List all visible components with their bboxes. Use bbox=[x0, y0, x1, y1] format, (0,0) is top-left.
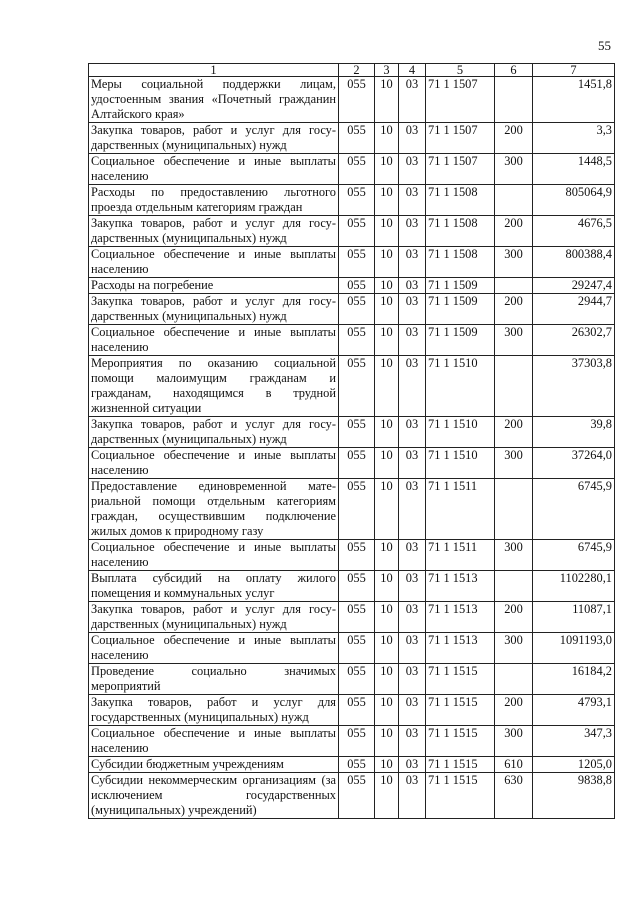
row-code-section: 10 bbox=[375, 757, 399, 773]
table-row bbox=[89, 695, 615, 726]
table-row bbox=[89, 479, 615, 540]
row-name: Субсидии некоммерческим организациям (за исключением государственных (муниципальных) учреждений) bbox=[89, 773, 339, 819]
table-row bbox=[89, 757, 615, 773]
row-amount: 1102280,1 bbox=[533, 571, 615, 602]
row-code-target: 71 1 1509 bbox=[426, 294, 495, 325]
row-code-admin: 055 bbox=[339, 325, 375, 356]
row-code-target: 71 1 1513 bbox=[426, 633, 495, 664]
row-code-admin: 055 bbox=[339, 448, 375, 479]
row-code-admin: 055 bbox=[339, 417, 375, 448]
row-amount: 347,3 bbox=[533, 726, 615, 757]
table-row bbox=[89, 294, 615, 325]
row-code-expense-type bbox=[495, 479, 533, 540]
row-code-subsection: 03 bbox=[399, 695, 426, 726]
row-amount: 37264,0 bbox=[533, 448, 615, 479]
row-code-subsection: 03 bbox=[399, 278, 426, 294]
row-name: Социальное обеспечение и иные выплаты населению bbox=[89, 448, 339, 479]
row-code-target: 71 1 1515 bbox=[426, 757, 495, 773]
row-code-section: 10 bbox=[375, 278, 399, 294]
row-amount: 16184,2 bbox=[533, 664, 615, 695]
row-code-admin: 055 bbox=[339, 294, 375, 325]
row-code-admin: 055 bbox=[339, 123, 375, 154]
row-code-expense-type bbox=[495, 356, 533, 417]
table-row bbox=[89, 356, 615, 417]
row-code-admin: 055 bbox=[339, 633, 375, 664]
row-code-section: 10 bbox=[375, 695, 399, 726]
row-amount: 805064,9 bbox=[533, 185, 615, 216]
table-row bbox=[89, 448, 615, 479]
row-code-target: 71 1 1511 bbox=[426, 479, 495, 540]
row-code-expense-type: 300 bbox=[495, 154, 533, 185]
row-name: Социальное обеспечение и иные выплаты населению bbox=[89, 325, 339, 356]
row-code-section: 10 bbox=[375, 479, 399, 540]
row-code-section: 10 bbox=[375, 540, 399, 571]
row-code-admin: 055 bbox=[339, 154, 375, 185]
table-row bbox=[89, 247, 615, 278]
table-row bbox=[89, 633, 615, 664]
row-code-subsection: 03 bbox=[399, 77, 426, 123]
row-name: Закупка товаров, работ и услуг для государственных (муниципальных) нужд bbox=[89, 417, 339, 448]
row-name: Социальное обеспечение и иные выплаты населению bbox=[89, 633, 339, 664]
row-code-target: 71 1 1510 bbox=[426, 448, 495, 479]
row-code-expense-type: 300 bbox=[495, 726, 533, 757]
row-code-expense-type bbox=[495, 278, 533, 294]
row-code-admin: 055 bbox=[339, 479, 375, 540]
row-code-target: 71 1 1515 bbox=[426, 773, 495, 819]
table-row bbox=[89, 185, 615, 216]
row-code-section: 10 bbox=[375, 185, 399, 216]
row-code-admin: 055 bbox=[339, 247, 375, 278]
row-amount: 1205,0 bbox=[533, 757, 615, 773]
row-code-subsection: 03 bbox=[399, 325, 426, 356]
row-code-expense-type bbox=[495, 77, 533, 123]
row-code-target: 71 1 1508 bbox=[426, 216, 495, 247]
row-code-subsection: 03 bbox=[399, 773, 426, 819]
row-code-section: 10 bbox=[375, 247, 399, 278]
row-code-target: 71 1 1507 bbox=[426, 77, 495, 123]
row-amount: 37303,8 bbox=[533, 356, 615, 417]
row-code-section: 10 bbox=[375, 154, 399, 185]
row-code-admin: 055 bbox=[339, 773, 375, 819]
row-code-admin: 055 bbox=[339, 571, 375, 602]
row-code-target: 71 1 1515 bbox=[426, 664, 495, 695]
row-code-target: 71 1 1511 bbox=[426, 540, 495, 571]
row-code-subsection: 03 bbox=[399, 356, 426, 417]
row-name: Расходы на погребение bbox=[89, 278, 339, 294]
row-name: Социальное обеспечение и иные выплаты населению bbox=[89, 540, 339, 571]
row-code-admin: 055 bbox=[339, 540, 375, 571]
row-name: Социальное обеспечение и иные выплаты населению bbox=[89, 154, 339, 185]
row-code-expense-type bbox=[495, 185, 533, 216]
header-col-5: 5 bbox=[426, 64, 495, 77]
row-amount: 29247,4 bbox=[533, 278, 615, 294]
row-name: Предоставление единовременной материальной помощи отдельным категориям граждан, осуществившим подключение жилых домов к природному газу bbox=[89, 479, 339, 540]
table-row bbox=[89, 773, 615, 819]
row-name: Субсидии бюджетным учреждениям bbox=[89, 757, 339, 773]
row-code-subsection: 03 bbox=[399, 633, 426, 664]
row-code-admin: 055 bbox=[339, 185, 375, 216]
table-row bbox=[89, 540, 615, 571]
row-name: Закупка товаров, работ и услуг для государственных (муниципальных) нужд bbox=[89, 123, 339, 154]
row-code-admin: 055 bbox=[339, 278, 375, 294]
row-code-target: 71 1 1508 bbox=[426, 185, 495, 216]
row-name: Мероприятия по оказанию социальной помощи малоимущим гражданам и гражданам, находящимся в трудной жизненной ситуации bbox=[89, 356, 339, 417]
row-code-section: 10 bbox=[375, 77, 399, 123]
row-code-subsection: 03 bbox=[399, 448, 426, 479]
row-code-target: 71 1 1509 bbox=[426, 325, 495, 356]
header-col-1: 1 bbox=[89, 64, 339, 77]
table-row bbox=[89, 571, 615, 602]
row-amount: 6745,9 bbox=[533, 540, 615, 571]
table-row bbox=[89, 123, 615, 154]
header-col-6: 6 bbox=[495, 64, 533, 77]
header-row bbox=[89, 64, 615, 77]
row-name: Закупка товаров, работ и услуг для государственных (муниципальных) нужд bbox=[89, 216, 339, 247]
row-code-target: 71 1 1510 bbox=[426, 417, 495, 448]
row-amount: 4676,5 bbox=[533, 216, 615, 247]
row-code-target: 71 1 1510 bbox=[426, 356, 495, 417]
row-code-target: 71 1 1513 bbox=[426, 571, 495, 602]
row-code-expense-type: 200 bbox=[495, 695, 533, 726]
row-code-subsection: 03 bbox=[399, 417, 426, 448]
row-code-target: 71 1 1508 bbox=[426, 247, 495, 278]
header-col-4: 4 bbox=[399, 64, 426, 77]
row-code-subsection: 03 bbox=[399, 664, 426, 695]
row-code-expense-type: 630 bbox=[495, 773, 533, 819]
table-row bbox=[89, 77, 615, 123]
row-code-section: 10 bbox=[375, 571, 399, 602]
row-code-subsection: 03 bbox=[399, 602, 426, 633]
row-code-expense-type: 300 bbox=[495, 448, 533, 479]
header-col-3: 3 bbox=[375, 64, 399, 77]
row-amount: 11087,1 bbox=[533, 602, 615, 633]
row-code-subsection: 03 bbox=[399, 571, 426, 602]
header-col-2: 2 bbox=[339, 64, 375, 77]
table-row bbox=[89, 216, 615, 247]
row-code-section: 10 bbox=[375, 216, 399, 247]
table-row bbox=[89, 154, 615, 185]
row-code-expense-type: 610 bbox=[495, 757, 533, 773]
row-code-target: 71 1 1515 bbox=[426, 695, 495, 726]
row-code-expense-type: 300 bbox=[495, 633, 533, 664]
header-col-7: 7 bbox=[533, 64, 615, 77]
row-code-target: 71 1 1513 bbox=[426, 602, 495, 633]
row-code-expense-type bbox=[495, 571, 533, 602]
row-code-subsection: 03 bbox=[399, 154, 426, 185]
row-code-expense-type: 200 bbox=[495, 417, 533, 448]
row-code-admin: 055 bbox=[339, 664, 375, 695]
row-amount: 800388,4 bbox=[533, 247, 615, 278]
row-code-subsection: 03 bbox=[399, 216, 426, 247]
row-name: Проведение социально значимых мероприятий bbox=[89, 664, 339, 695]
row-code-section: 10 bbox=[375, 664, 399, 695]
row-amount: 1451,8 bbox=[533, 77, 615, 123]
row-code-subsection: 03 bbox=[399, 247, 426, 278]
row-code-expense-type: 300 bbox=[495, 540, 533, 571]
row-code-expense-type: 200 bbox=[495, 216, 533, 247]
row-code-section: 10 bbox=[375, 356, 399, 417]
row-code-expense-type bbox=[495, 664, 533, 695]
table-row bbox=[89, 417, 615, 448]
row-code-target: 71 1 1509 bbox=[426, 278, 495, 294]
row-amount: 39,8 bbox=[533, 417, 615, 448]
row-code-admin: 055 bbox=[339, 695, 375, 726]
row-code-admin: 055 bbox=[339, 602, 375, 633]
table-body bbox=[89, 77, 615, 819]
row-code-admin: 055 bbox=[339, 356, 375, 417]
table-row bbox=[89, 602, 615, 633]
row-code-subsection: 03 bbox=[399, 185, 426, 216]
row-amount: 2944,7 bbox=[533, 294, 615, 325]
row-amount: 3,3 bbox=[533, 123, 615, 154]
row-code-section: 10 bbox=[375, 602, 399, 633]
row-code-expense-type: 200 bbox=[495, 294, 533, 325]
row-code-section: 10 bbox=[375, 448, 399, 479]
row-name: Закупка товаров, работ и услуг для государственных (муниципальных) нужд bbox=[89, 294, 339, 325]
row-code-section: 10 bbox=[375, 294, 399, 325]
row-amount: 4793,1 bbox=[533, 695, 615, 726]
table-row bbox=[89, 278, 615, 294]
row-code-expense-type: 300 bbox=[495, 247, 533, 278]
row-code-section: 10 bbox=[375, 123, 399, 154]
row-name: Расходы по предоставлению льготного проезда отдельным категориям граждан bbox=[89, 185, 339, 216]
row-code-admin: 055 bbox=[339, 77, 375, 123]
row-code-subsection: 03 bbox=[399, 540, 426, 571]
row-amount: 1091193,0 bbox=[533, 633, 615, 664]
row-code-subsection: 03 bbox=[399, 757, 426, 773]
row-code-section: 10 bbox=[375, 726, 399, 757]
row-amount: 1448,5 bbox=[533, 154, 615, 185]
table-row bbox=[89, 325, 615, 356]
table-header bbox=[89, 64, 615, 77]
row-amount: 6745,9 bbox=[533, 479, 615, 540]
row-code-subsection: 03 bbox=[399, 726, 426, 757]
row-name: Закупка товаров, работ и услуг для государственных (муниципальных) нужд bbox=[89, 695, 339, 726]
row-code-admin: 055 bbox=[339, 216, 375, 247]
table-row bbox=[89, 664, 615, 695]
row-code-target: 71 1 1515 bbox=[426, 726, 495, 757]
row-code-expense-type: 200 bbox=[495, 602, 533, 633]
row-amount: 9838,8 bbox=[533, 773, 615, 819]
row-name: Меры социальной поддержки лицам, удостоенным звания «Почетный гражданин Алтайского края» bbox=[89, 77, 339, 123]
row-code-section: 10 bbox=[375, 773, 399, 819]
row-code-expense-type: 200 bbox=[495, 123, 533, 154]
row-code-section: 10 bbox=[375, 325, 399, 356]
row-code-admin: 055 bbox=[339, 726, 375, 757]
row-name: Социальное обеспечение и иные выплаты населению bbox=[89, 247, 339, 278]
page-number: 55 bbox=[598, 38, 611, 53]
row-code-subsection: 03 bbox=[399, 479, 426, 540]
row-amount: 26302,7 bbox=[533, 325, 615, 356]
row-code-subsection: 03 bbox=[399, 294, 426, 325]
row-code-target: 71 1 1507 bbox=[426, 154, 495, 185]
row-code-subsection: 03 bbox=[399, 123, 426, 154]
row-code-admin: 055 bbox=[339, 757, 375, 773]
row-name: Социальное обеспечение и иные выплаты населению bbox=[89, 726, 339, 757]
row-code-section: 10 bbox=[375, 633, 399, 664]
budget-table bbox=[88, 63, 615, 819]
row-code-expense-type: 300 bbox=[495, 325, 533, 356]
row-name: Выплата субсидий на оплату жилого помещения и коммунальных услуг bbox=[89, 571, 339, 602]
row-code-target: 71 1 1507 bbox=[426, 123, 495, 154]
row-code-section: 10 bbox=[375, 417, 399, 448]
table-row bbox=[89, 726, 615, 757]
row-name: Закупка товаров, работ и услуг для государственных (муниципальных) нужд bbox=[89, 602, 339, 633]
